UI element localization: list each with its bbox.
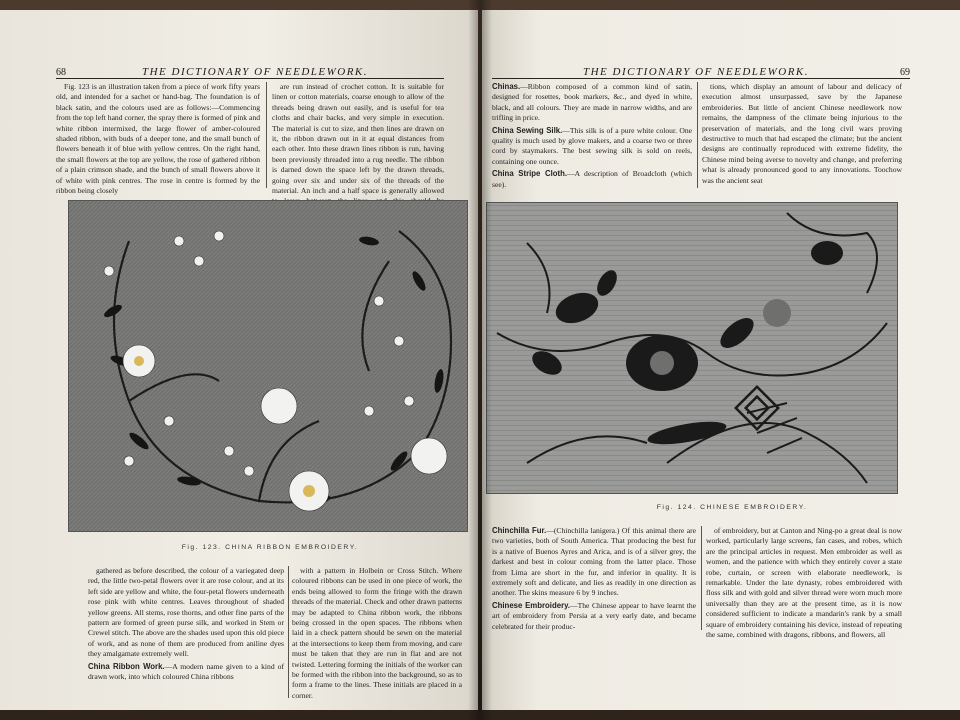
entry-chinchilla-fur <box>492 526 696 599</box>
right-page-number: 69 <box>900 67 910 78</box>
headword-chinchilla-fur: Chinchilla Fur. <box>492 526 547 535</box>
headword-china-ribbon-work: China Ribbon Work. <box>88 661 165 671</box>
figure-124-plate <box>486 202 898 494</box>
left-bottom-divider <box>288 566 289 698</box>
china-stripe-cloth-text: —A description of Broadcloth (which see). <box>492 169 692 189</box>
figure-123-caption: Fig. 123. CHINA RIBBON EMBROIDERY. <box>181 544 359 551</box>
right-bottom-divider <box>701 526 702 630</box>
right-top-divider <box>697 82 698 188</box>
right-bottom-column-2 <box>706 526 902 640</box>
entry-chinas <box>492 82 692 124</box>
right-top-column-1 <box>492 82 692 188</box>
headword-china-sewing-silk: China Sewing Silk. <box>492 125 563 135</box>
left-top-column-1 <box>56 82 260 196</box>
headword-chinas: Chinas. <box>492 82 521 91</box>
left-top-column-2 <box>272 82 444 196</box>
left-bottom-text-2: with a pattern in Holbein or Cross Stitch. Where coloured ribbons can be used in one piece of work, the ends being allowed to form the fringe with the drawn threads of the material. Check and other drawn patterns may be adapted to China ribbon work, the ribbons being crossed in the open spaces. The ribbons when laid in a check pattern should be sewn on the material at the intersections to keep them from moving, and care must be taken that they are run in flat and are not twisted. Lettering forming the initials of the worker can be formed with the ribbon into the background, so as to form a frame to the lines. These initials are placed in a corner. <box>292 566 462 700</box>
china-ribbon-work-text: —A modern name given to a kind of drawn work, into which coloured China ribbons <box>88 661 284 682</box>
left-page-number: 68 <box>56 67 66 78</box>
left-running-head <box>56 50 444 79</box>
headword-chinese-embroidery: Chinese Embroidery. <box>492 600 571 610</box>
right-top-text-2: tions, which display an amount of labour and delicacy of execution almost unsurpassed, save by the Japanese embroideries. But little of ancient Chinese needlework now remains, the dampness of the climate being injurious to the preservation of materials, and the long civil wars proving destructive to much that had escaped the climate; but the ancient designs are continually reproduced with extreme fidelity, the Chinese mind being averse to novelty and change, and preferring what is already pronounced good to any innovations. Toochow was the ancient seat <box>702 82 902 185</box>
right-top-column-2 <box>702 82 902 188</box>
left-page <box>0 10 478 710</box>
china-ribbon-embroidery-illustration <box>69 201 467 531</box>
left-top-divider <box>266 82 267 188</box>
right-page-title: THE DICTIONARY OF NEEDLEWORK. <box>582 66 810 78</box>
right-bottom-column-1 <box>492 526 696 630</box>
left-top-text-2: are run instead of crochet cotton. It is suitable for linen or cotton materials, coarse enough to allow of the threads being drawn out easily, and is useful for tea cloths and chair backs, and very simple in execution. The material is cut to size, and then lines are drawn on it, the ribbon drawn out in it at equal distances from each other. Into these drawn lines ribbon is run, having been previously threaded into a rug needle. The ribbon is darned down the space left by the drawn threads, going over six and under six of the threads of the material. An inch and a half space is generally allowed <box>272 82 444 196</box>
chinchilla-fur-text: —(Chinchilla lanigera.) Of this animal there are two varieties, both of South America. That producing the best fur is a native of Buenos Ayres and Arica, and is of a silver grey, the darkest and best in colour coming from the latter place. Those from Lima are short in the fur, and inferior in quality. It is extremely soft and delicate, and lies as readily in one direction as another. The skins measure 6 by 9 inches. <box>492 526 696 598</box>
chinese-embroidery-text: —The Chinese appear to have learnt the art of embroidery from Persia at a very early date, and became celebrated for their produc- <box>492 600 696 631</box>
entry-china-ribbon-work <box>88 662 284 683</box>
figure-124-caption: Fig. 124. CHINESE EMBROIDERY. <box>656 504 808 511</box>
chinas-text: —Ribbon composed of a common kind of satin, designed for rosettes, book markers, &c., and dyed in white, black, and all colours. They are made in narrow widths, and are trifling in price. <box>492 82 692 123</box>
entry-china-sewing-silk <box>492 126 692 168</box>
left-top-text-1: Fig. 123 is an illustration taken from a piece of work fifty years old, and intended for a sachet or hand-bag. The foundation is of black satin, and the colours used are as follows:—Commencing from the top left hand corner, the spray there is formed of pink and white ribbon intermixed, the large flower of amber-coloured shaded ribbon, with buds of a deeper tone, and the small bunch of flowers beneath it of blue with yellow centres. On the right hand, the small flowers at the top are yellow, the rose of gathered ribbon of a plain crimson shade, and the bunch of small flowers above it of white with pink centres. The rose in centre is formed by the ribbon being closely <box>56 82 260 196</box>
right-running-head <box>492 50 910 79</box>
entry-chinese-embroidery <box>492 601 696 632</box>
entry-china-stripe-cloth <box>492 169 692 190</box>
right-bottom-text-2: of embroidery, but at Canton and Ning-po a great deal is now worked, particularly large screens, fan cases, and robes, which are the principal articles in request. Men embroider as well as women, and the patience with which they entirely cover a state robe, curtain, or screen with elaborate needlework, is remarkable. Under the late dynasty, robes embroidered with floss silk and with gold and silver thread were worn much more universally than they are at the present time, as it is now considered sufficient to indicate a mandarin's rank by a small square of embroidery containing his device, instead of repeating the same, combined with dragons, ribbons, and flowers, all <box>706 526 902 640</box>
left-bottom-column-2 <box>292 566 462 698</box>
chinese-embroidery-illustration <box>487 203 897 493</box>
left-bottom-text-1: gathered as before described, the colour of a variegated deep red, the little two-petal flowers over it are rose colour, and at its left side are yellow and white, the four-petal flowers underneath rose pink with white centres. Leaves throughout of shaded yellow greens. All stems, rose thorns, and other fine parts of the pattern are formed of green purse silk, and worked in Stem or Crewel stitch. The above are the shades used upon this old piece of work, and as none of them are produced from aniline dyes they amalgamate extremely well. <box>88 566 284 659</box>
book-gutter <box>468 0 492 720</box>
left-page-title: THE DICTIONARY OF NEEDLEWORK. <box>141 66 369 78</box>
left-bottom-column-1 <box>88 566 284 698</box>
china-sewing-silk-text: —This silk is of a pure white colour. One quality is much used by glove makers, and a coarse two or three cord by staymakers. The best sewing silk is sold on reels, containing one ounce. <box>492 125 692 166</box>
figure-123-plate <box>68 200 468 532</box>
headword-china-stripe-cloth: China Stripe Cloth. <box>492 169 568 179</box>
right-page <box>482 10 960 710</box>
